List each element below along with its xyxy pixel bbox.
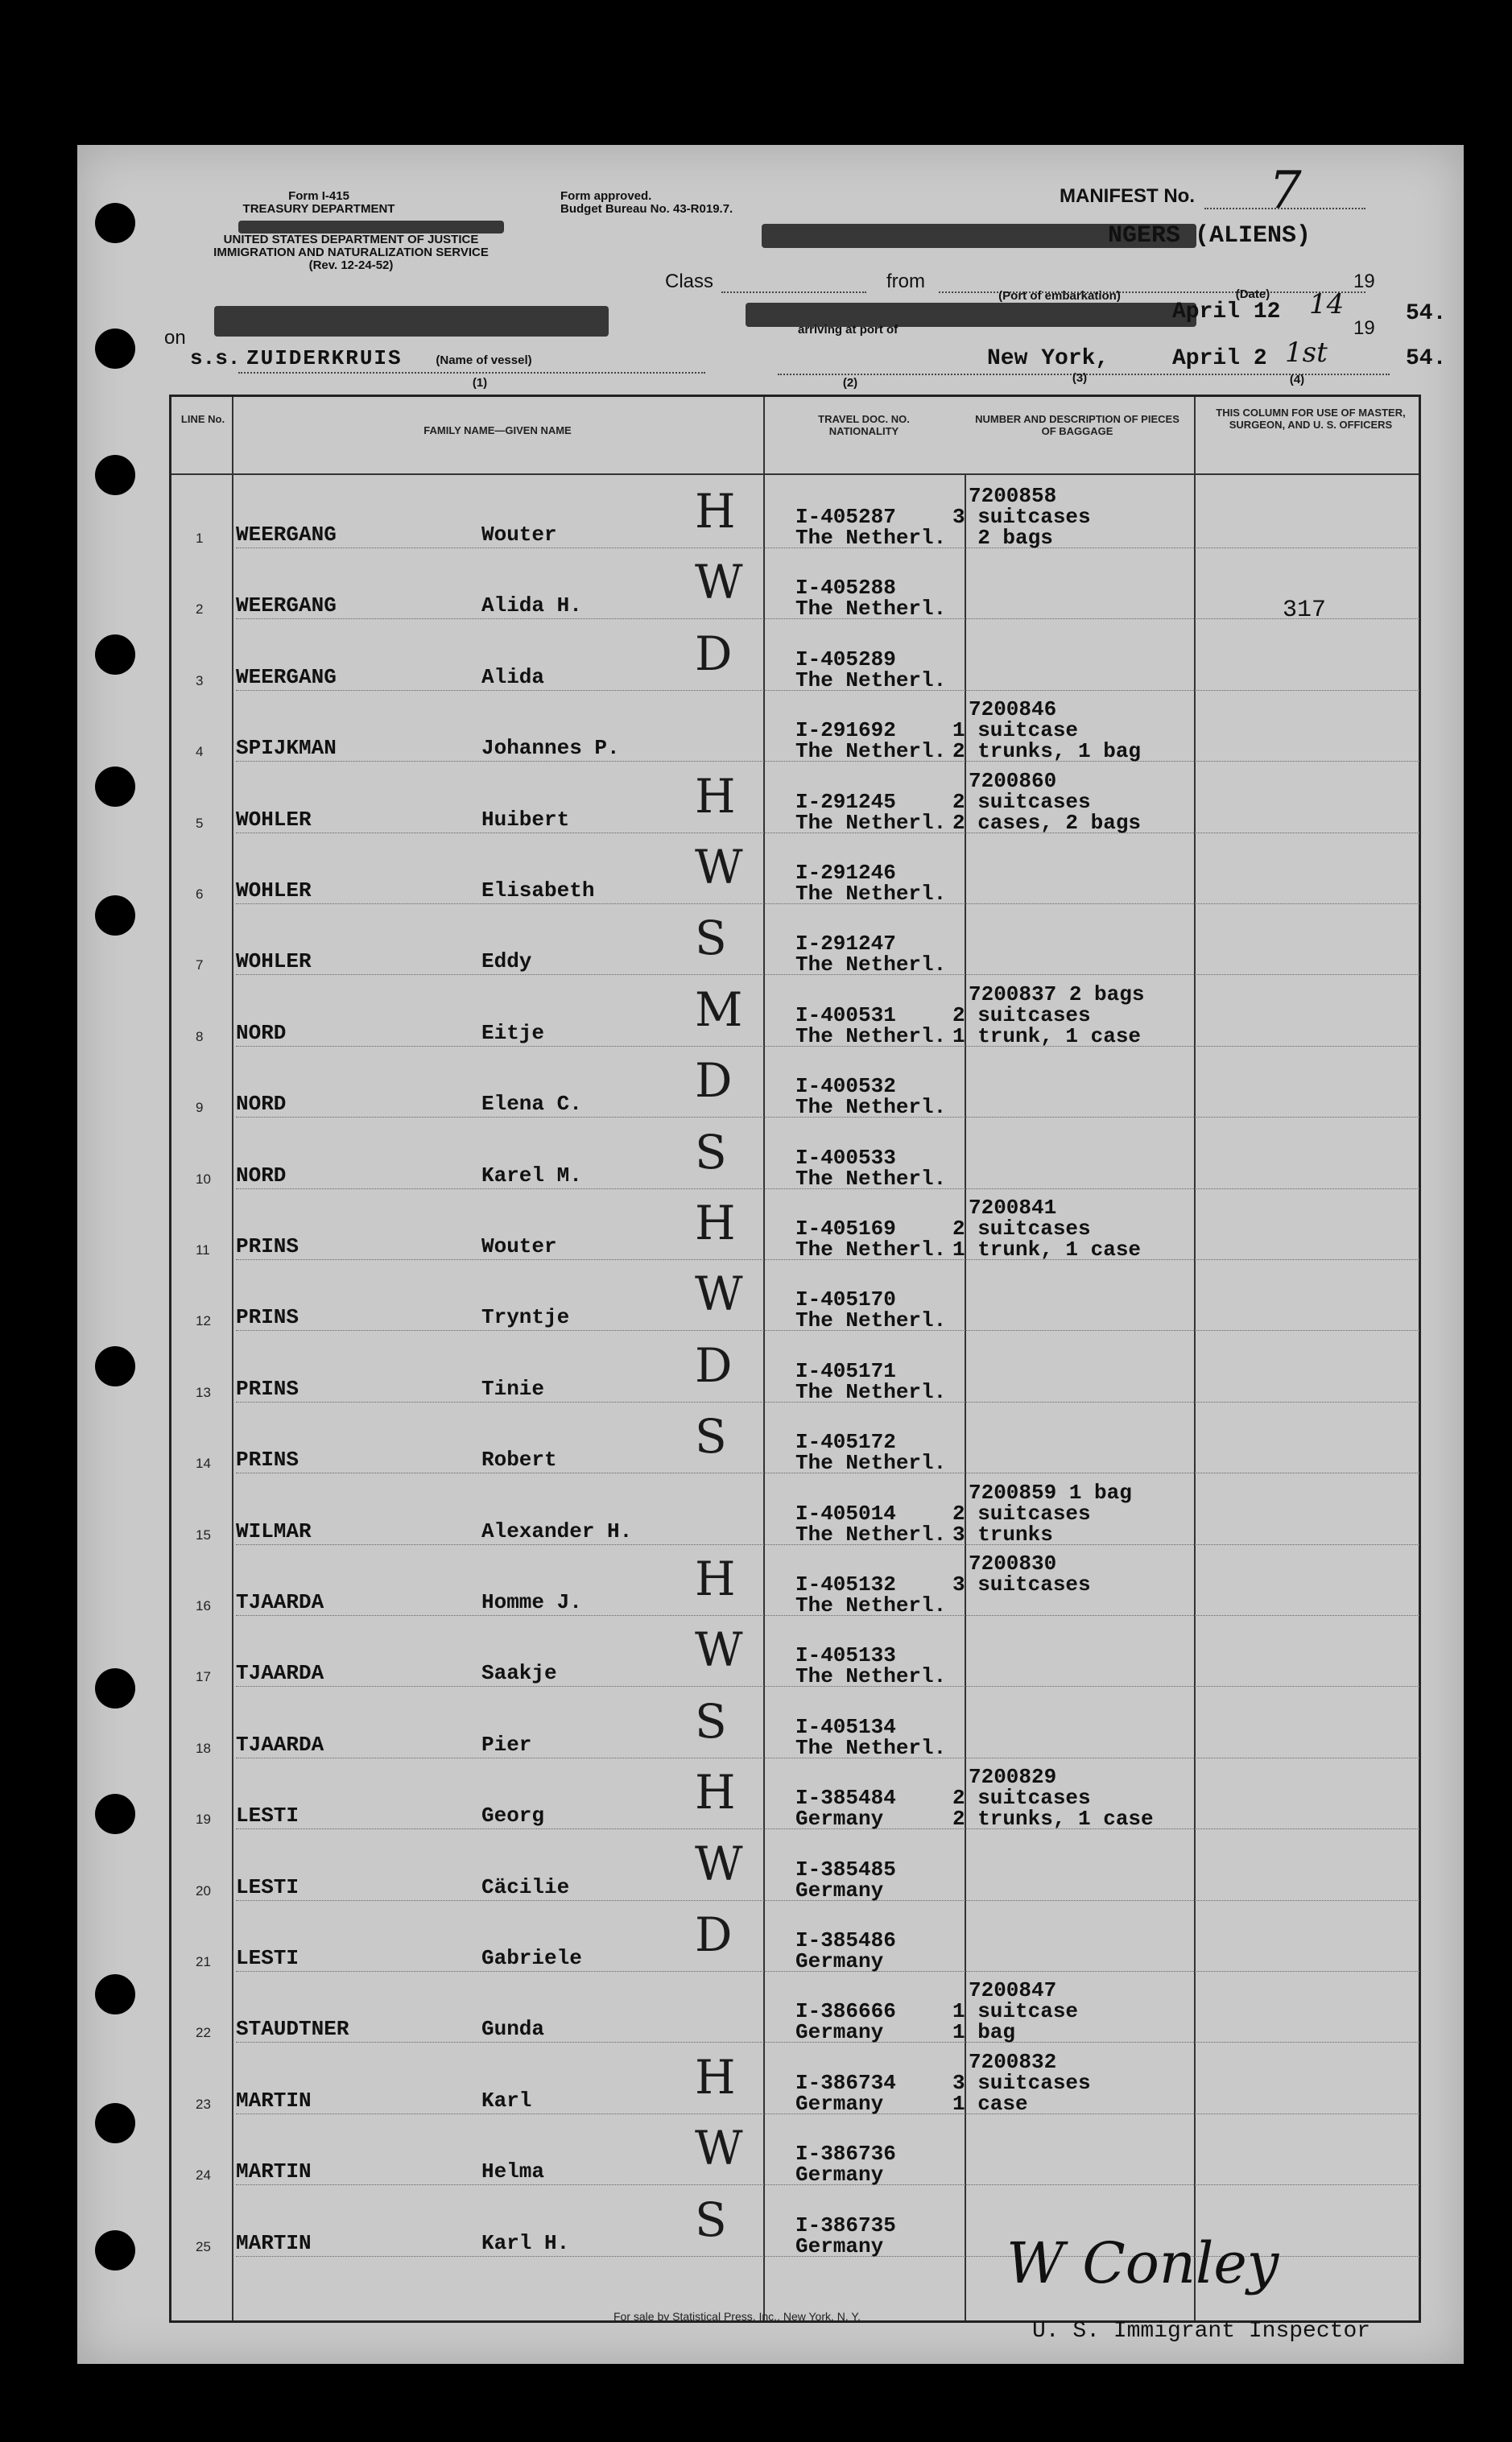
date-caption: (Date) xyxy=(1235,287,1270,301)
arrival-day: 1st xyxy=(1285,337,1328,369)
family-name: SPIJKMAN xyxy=(236,736,337,761)
baggage-number: 7200832 xyxy=(969,2049,1057,2074)
line-number: 12 xyxy=(196,1313,211,1329)
table-row xyxy=(171,976,1423,1047)
nationality: The Netherl. xyxy=(795,810,947,835)
line-number: 3 xyxy=(196,672,204,688)
binder-hole xyxy=(95,634,135,675)
year-prefix: 19 xyxy=(1353,317,1375,339)
travel-doc-number: I-405172 xyxy=(795,1430,896,1455)
table-row xyxy=(171,1688,1423,1758)
travel-doc-number: I-385486 xyxy=(795,1928,896,1952)
baggage-line-1: 2 suitcases xyxy=(952,1002,1091,1027)
nationality: Germany xyxy=(795,1878,884,1903)
family-name: WOHLER xyxy=(236,949,312,974)
arrival-year: 54. xyxy=(1406,346,1447,371)
given-name: Gabriele xyxy=(481,1946,582,1970)
baggage-line-2: 1 trunk, 1 case xyxy=(952,1023,1142,1048)
officers-note: 317 xyxy=(1283,597,1327,624)
line-number: 10 xyxy=(196,1171,211,1187)
family-name: STAUDTNER xyxy=(236,2017,349,2042)
nationality: Germany xyxy=(795,1949,884,1973)
given-name: Robert xyxy=(481,1448,557,1473)
nationality: The Netherl. xyxy=(795,1522,947,1547)
travel-doc-number: I-400532 xyxy=(795,1074,896,1099)
handwritten-mark: W xyxy=(695,555,743,610)
travel-doc-number: I-405169 xyxy=(795,1217,896,1241)
baggage-line-2: 2 bags xyxy=(952,526,1053,550)
line-number: 17 xyxy=(196,1669,211,1685)
baggage-number: 7200830 xyxy=(969,1552,1057,1576)
nationality: The Netherl. xyxy=(795,1379,947,1404)
binder-hole xyxy=(95,1794,135,1834)
baggage-line-2: 3 trunks xyxy=(952,1522,1053,1547)
table-row xyxy=(171,1616,1423,1687)
family-name: WOHLER xyxy=(236,807,312,832)
class-label: Class xyxy=(665,271,714,292)
col-name: FAMILY NAME—GIVEN NAME xyxy=(423,424,572,436)
binder-hole xyxy=(95,203,135,243)
line-number: 6 xyxy=(196,886,204,902)
travel-doc-number: I-405170 xyxy=(795,1287,896,1312)
table-row xyxy=(171,904,1423,975)
binder-hole xyxy=(95,2230,135,2271)
nationality: The Netherl. xyxy=(795,526,947,550)
nationality: The Netherl. xyxy=(795,1166,947,1191)
family-name: NORD xyxy=(236,1020,287,1045)
baggage-line-1: 3 suitcases xyxy=(952,2070,1091,2095)
nationality: Germany xyxy=(795,2020,884,2045)
nationality: The Netherl. xyxy=(795,882,947,906)
line-number: 23 xyxy=(196,2096,211,2112)
table-row xyxy=(171,620,1423,691)
travel-doc-number: I-405171 xyxy=(795,1358,896,1383)
redaction-bar xyxy=(238,221,504,233)
handwritten-mark: H xyxy=(695,768,736,824)
line-number: 24 xyxy=(196,2167,211,2184)
line-number: 19 xyxy=(196,1812,211,1828)
vessel-underline xyxy=(238,372,705,374)
col-line-no: LINE No. xyxy=(180,413,225,425)
baggage-line-1: 2 suitcases xyxy=(952,1217,1091,1241)
departure-day: 14 xyxy=(1309,288,1345,320)
handwritten-mark: M xyxy=(695,981,743,1037)
handwritten-mark: S xyxy=(695,1409,727,1465)
given-name: Eddy xyxy=(481,949,532,974)
baggage-line-2: 1 trunk, 1 case xyxy=(952,1238,1142,1262)
handwritten-mark: H xyxy=(695,1765,736,1820)
family-name: WEERGANG xyxy=(236,523,337,547)
baggage-number: 7200837 2 bags xyxy=(969,981,1145,1006)
binder-hole xyxy=(95,1974,135,2014)
table-row xyxy=(171,2043,1423,2114)
nationality: Germany xyxy=(795,2163,884,2188)
travel-doc-number: I-405287 xyxy=(795,505,896,529)
line-number: 16 xyxy=(196,1598,211,1614)
handwritten-mark: W xyxy=(695,1622,743,1678)
given-name: Pier xyxy=(481,1732,532,1757)
table-row xyxy=(171,1758,1423,1832)
table-row xyxy=(171,1047,1423,1118)
line-number: 25 xyxy=(196,2238,211,2254)
family-name: MARTIN xyxy=(236,2088,312,2113)
travel-doc-number: I-405133 xyxy=(795,1643,896,1668)
caption-2: (2) xyxy=(842,376,858,390)
family-name: MARTIN xyxy=(236,2230,312,2255)
port-embark-caption: (Port of embarkation) xyxy=(998,289,1121,303)
handwritten-mark: H xyxy=(695,484,736,539)
line-number: 15 xyxy=(196,1527,211,1543)
family-name: LESTI xyxy=(236,1804,300,1828)
given-name: Wouter xyxy=(481,1234,557,1258)
baggage-number: 7200841 xyxy=(969,1196,1057,1220)
family-name: NORD xyxy=(236,1092,287,1117)
travel-doc-number: I-385485 xyxy=(795,1857,896,1882)
table-row xyxy=(171,691,1423,762)
baggage-line-1: 2 suitcases xyxy=(952,789,1091,814)
travel-doc-number: I-400531 xyxy=(795,1002,896,1027)
table-row xyxy=(171,548,1423,622)
family-name: WEERGANG xyxy=(236,593,337,618)
binder-hole xyxy=(95,766,135,807)
handwritten-mark: H xyxy=(695,1552,736,1606)
handwritten-mark: H xyxy=(695,1196,736,1250)
nationality: The Netherl. xyxy=(795,1023,947,1048)
travel-doc-number: I-405132 xyxy=(795,1572,896,1597)
caption-4: (4) xyxy=(1289,373,1305,386)
baggage-line-2: 2 cases, 2 bags xyxy=(952,810,1142,835)
line-number: 8 xyxy=(196,1028,204,1044)
nationality: The Netherl. xyxy=(795,739,947,764)
line-number: 7 xyxy=(196,957,204,973)
nationality: The Netherl. xyxy=(795,1593,947,1618)
table-row xyxy=(171,2114,1423,2188)
family-name: WEERGANG xyxy=(236,664,337,689)
manifest-title: NGERS (ALIENS) xyxy=(1108,222,1312,250)
header-divider xyxy=(171,473,1419,475)
redaction-bar xyxy=(214,306,609,337)
family-name: NORD xyxy=(236,1163,287,1188)
baggage-line-1: 1 suitcase xyxy=(952,1999,1079,2024)
manifest-number: 7 xyxy=(1269,161,1302,221)
given-name: Cäcilie xyxy=(481,1874,570,1899)
family-name: LESTI xyxy=(236,1946,300,1970)
handwritten-mark: W xyxy=(695,2121,743,2176)
baggage-line-1: 2 suitcases xyxy=(952,1786,1091,1811)
line-number: 4 xyxy=(196,744,204,760)
travel-doc-number: I-386734 xyxy=(795,2070,896,2095)
family-name: TJAARDA xyxy=(236,1732,324,1757)
nationality: The Netherl. xyxy=(795,597,947,622)
binder-hole xyxy=(95,1668,135,1709)
baggage-line-1: 3 suitcases xyxy=(952,1572,1091,1597)
printer-note: For sale by Statistical Press, Inc., New York, N. Y. xyxy=(613,2310,861,2323)
handwritten-mark: S xyxy=(695,2192,727,2247)
line-number: 20 xyxy=(196,1882,211,1899)
given-name: Alida xyxy=(481,664,545,689)
family-name: PRINS xyxy=(236,1448,300,1473)
line-number: 14 xyxy=(196,1456,211,1472)
form-number: Form I-415 TREASURY DEPARTMENT xyxy=(242,189,395,216)
inspector-title: U. S. Immigrant Inspector xyxy=(1032,2319,1371,2344)
baggage-number: 7200829 xyxy=(969,1765,1057,1790)
manifest-table xyxy=(169,395,1421,2323)
given-name: Homme J. xyxy=(481,1590,582,1614)
vessel-caption: (Name of vessel) xyxy=(436,353,532,367)
family-name: PRINS xyxy=(236,1305,300,1330)
from-label: from xyxy=(886,271,925,292)
handwritten-mark: S xyxy=(695,1124,727,1180)
table-row xyxy=(171,1901,1423,1972)
travel-doc-number: I-405014 xyxy=(795,1501,896,1526)
line-number: 1 xyxy=(196,531,204,546)
travel-doc-number: I-400533 xyxy=(795,1145,896,1170)
binder-hole xyxy=(95,2103,135,2143)
baggage-line-1: 1 suitcase xyxy=(952,718,1079,743)
given-name: Tinie xyxy=(481,1376,545,1401)
departure-date: April 12 xyxy=(1172,300,1281,324)
handwritten-mark: S xyxy=(695,911,727,966)
nationality: Germany xyxy=(795,2091,884,2116)
travel-doc-number: I-291245 xyxy=(795,789,896,814)
given-name: Johannes P. xyxy=(481,736,620,761)
travel-doc-number: I-291246 xyxy=(795,861,896,885)
handwritten-mark: W xyxy=(695,1836,743,1891)
line-number: 11 xyxy=(196,1242,210,1258)
given-name: Karl xyxy=(481,2088,532,2113)
handwritten-mark: D xyxy=(695,1053,733,1109)
travel-doc-number: I-386735 xyxy=(795,2213,896,2237)
given-name: Karl H. xyxy=(481,2230,570,2255)
travel-doc-number: I-386736 xyxy=(795,2142,896,2167)
family-name: WILMAR xyxy=(236,1519,312,1543)
baggage-line-1: 3 suitcases xyxy=(952,505,1091,529)
arrival-port: New York, xyxy=(987,346,1109,371)
ship-name: ZUIDERKRUIS xyxy=(246,346,403,370)
given-name: Saakje xyxy=(481,1661,557,1686)
nationality: The Netherl. xyxy=(795,1308,947,1333)
arriving-label: arriving at port of xyxy=(798,323,899,337)
nationality: The Netherl. xyxy=(795,952,947,977)
given-name: Tryntje xyxy=(481,1305,570,1330)
baggage-line-1: 2 suitcases xyxy=(952,1501,1091,1526)
ship-prefix: s.s. xyxy=(190,346,241,370)
family-name: PRINS xyxy=(236,1376,300,1401)
given-name: Georg xyxy=(481,1804,545,1828)
given-name: Helma xyxy=(481,2159,545,2184)
handwritten-mark: W xyxy=(695,840,743,895)
baggage-number: 7200858 xyxy=(969,484,1057,508)
family-name: WOHLER xyxy=(236,878,312,903)
nationality: Germany xyxy=(795,1807,884,1832)
given-name: Alexander H. xyxy=(481,1519,633,1543)
table-row xyxy=(171,1830,1423,1901)
given-name: Eitje xyxy=(481,1020,545,1045)
given-name: Huibert xyxy=(481,807,570,832)
baggage-number: 7200847 xyxy=(969,1978,1057,2003)
line-number: 13 xyxy=(196,1384,211,1400)
family-name: LESTI xyxy=(236,1874,300,1899)
table-row xyxy=(171,1118,1423,1189)
baggage-number: 7200846 xyxy=(969,697,1057,722)
line-number: 22 xyxy=(196,2025,211,2041)
departure-year: 54. xyxy=(1406,301,1447,326)
nationality: The Netherl. xyxy=(795,1238,947,1262)
col-officers: THIS COLUMN FOR USE OF MASTER, SURGEON, AND U. S. OFFICERS xyxy=(1216,407,1406,431)
handwritten-mark: W xyxy=(695,1266,743,1322)
travel-doc-number: I-385484 xyxy=(795,1786,896,1811)
nationality: The Netherl. xyxy=(795,1735,947,1760)
given-name: Elisabeth xyxy=(481,878,595,903)
nationality: The Netherl. xyxy=(795,667,947,692)
handwritten-mark: D xyxy=(695,626,733,681)
on-label: on xyxy=(164,327,186,349)
baggage-line-2: 1 bag xyxy=(952,2020,1016,2045)
manifest-label: MANIFEST No. xyxy=(1060,185,1195,207)
line-number: 18 xyxy=(196,1740,211,1756)
handwritten-mark: D xyxy=(695,1337,733,1393)
travel-doc-number: I-405289 xyxy=(795,647,896,671)
given-name: Karel M. xyxy=(481,1163,582,1188)
given-name: Alida H. xyxy=(481,593,582,618)
nationality: The Netherl. xyxy=(795,1451,947,1476)
handwritten-mark: H xyxy=(695,2049,736,2105)
given-name: Wouter xyxy=(481,523,557,547)
travel-doc-number: I-291692 xyxy=(795,718,896,743)
table-row xyxy=(171,1189,1423,1260)
binder-hole xyxy=(95,1346,135,1386)
baggage-number: 7200859 1 bag xyxy=(969,1480,1132,1505)
baggage-line-2: 1 case xyxy=(952,2091,1028,2116)
col-travel-doc: TRAVEL DOC. NO. NATIONALITY xyxy=(818,413,910,437)
baggage-line-2: 2 trunks, 1 case xyxy=(952,1807,1154,1832)
travel-doc-number: I-405288 xyxy=(795,576,896,601)
inspector-signature: W Conley xyxy=(1006,2230,1279,2296)
line-number: 21 xyxy=(196,1954,211,1969)
handwritten-mark: S xyxy=(695,1693,727,1749)
caption-3: (3) xyxy=(1072,371,1088,385)
family-name: MARTIN xyxy=(236,2159,312,2184)
given-name: Elena C. xyxy=(481,1092,582,1117)
handwritten-mark: D xyxy=(695,1907,733,1962)
given-name: Gunda xyxy=(481,2017,545,2042)
table-row xyxy=(171,477,1423,548)
family-name: TJAARDA xyxy=(236,1661,324,1686)
binder-hole xyxy=(95,455,135,495)
table-row xyxy=(171,1403,1423,1476)
nationality: The Netherl. xyxy=(795,1664,947,1689)
line-number: 2 xyxy=(196,601,204,618)
class-underline xyxy=(721,291,866,293)
caption-1: (1) xyxy=(472,376,488,390)
table-row xyxy=(171,1545,1423,1616)
baggage-number: 7200860 xyxy=(969,768,1057,793)
form-approved: Form approved. Budget Bureau No. 43-R019.7. xyxy=(560,189,733,216)
line-number: 9 xyxy=(196,1100,204,1116)
travel-doc-number: I-405134 xyxy=(795,1714,896,1739)
nationality: Germany xyxy=(795,2233,884,2258)
line-number: 5 xyxy=(196,815,204,831)
year-prefix: 19 xyxy=(1353,271,1375,292)
table-row xyxy=(171,762,1423,833)
agency-block: UNITED STATES DEPARTMENT OF JUSTICE IMMIGRATION AND NATURALIZATION SERVICE (Rev. 12-24-52) xyxy=(213,233,489,272)
travel-doc-number: I-291247 xyxy=(795,932,896,957)
family-name: PRINS xyxy=(236,1234,300,1258)
binder-hole xyxy=(95,895,135,936)
baggage-line-2: 2 trunks, 1 bag xyxy=(952,739,1142,764)
binder-hole xyxy=(95,328,135,369)
travel-doc-number: I-386666 xyxy=(795,1999,896,2024)
arrival-date: April 2 xyxy=(1172,346,1267,371)
table-row xyxy=(171,1332,1423,1403)
table-row xyxy=(171,833,1423,904)
table-row xyxy=(171,1972,1423,2043)
table-row xyxy=(171,1260,1423,1331)
table-row xyxy=(171,1474,1423,1545)
family-name: TJAARDA xyxy=(236,1590,324,1614)
col-baggage: NUMBER AND DESCRIPTION OF PIECES OF BAGGAGE xyxy=(975,413,1179,437)
nationality: The Netherl. xyxy=(795,1095,947,1120)
